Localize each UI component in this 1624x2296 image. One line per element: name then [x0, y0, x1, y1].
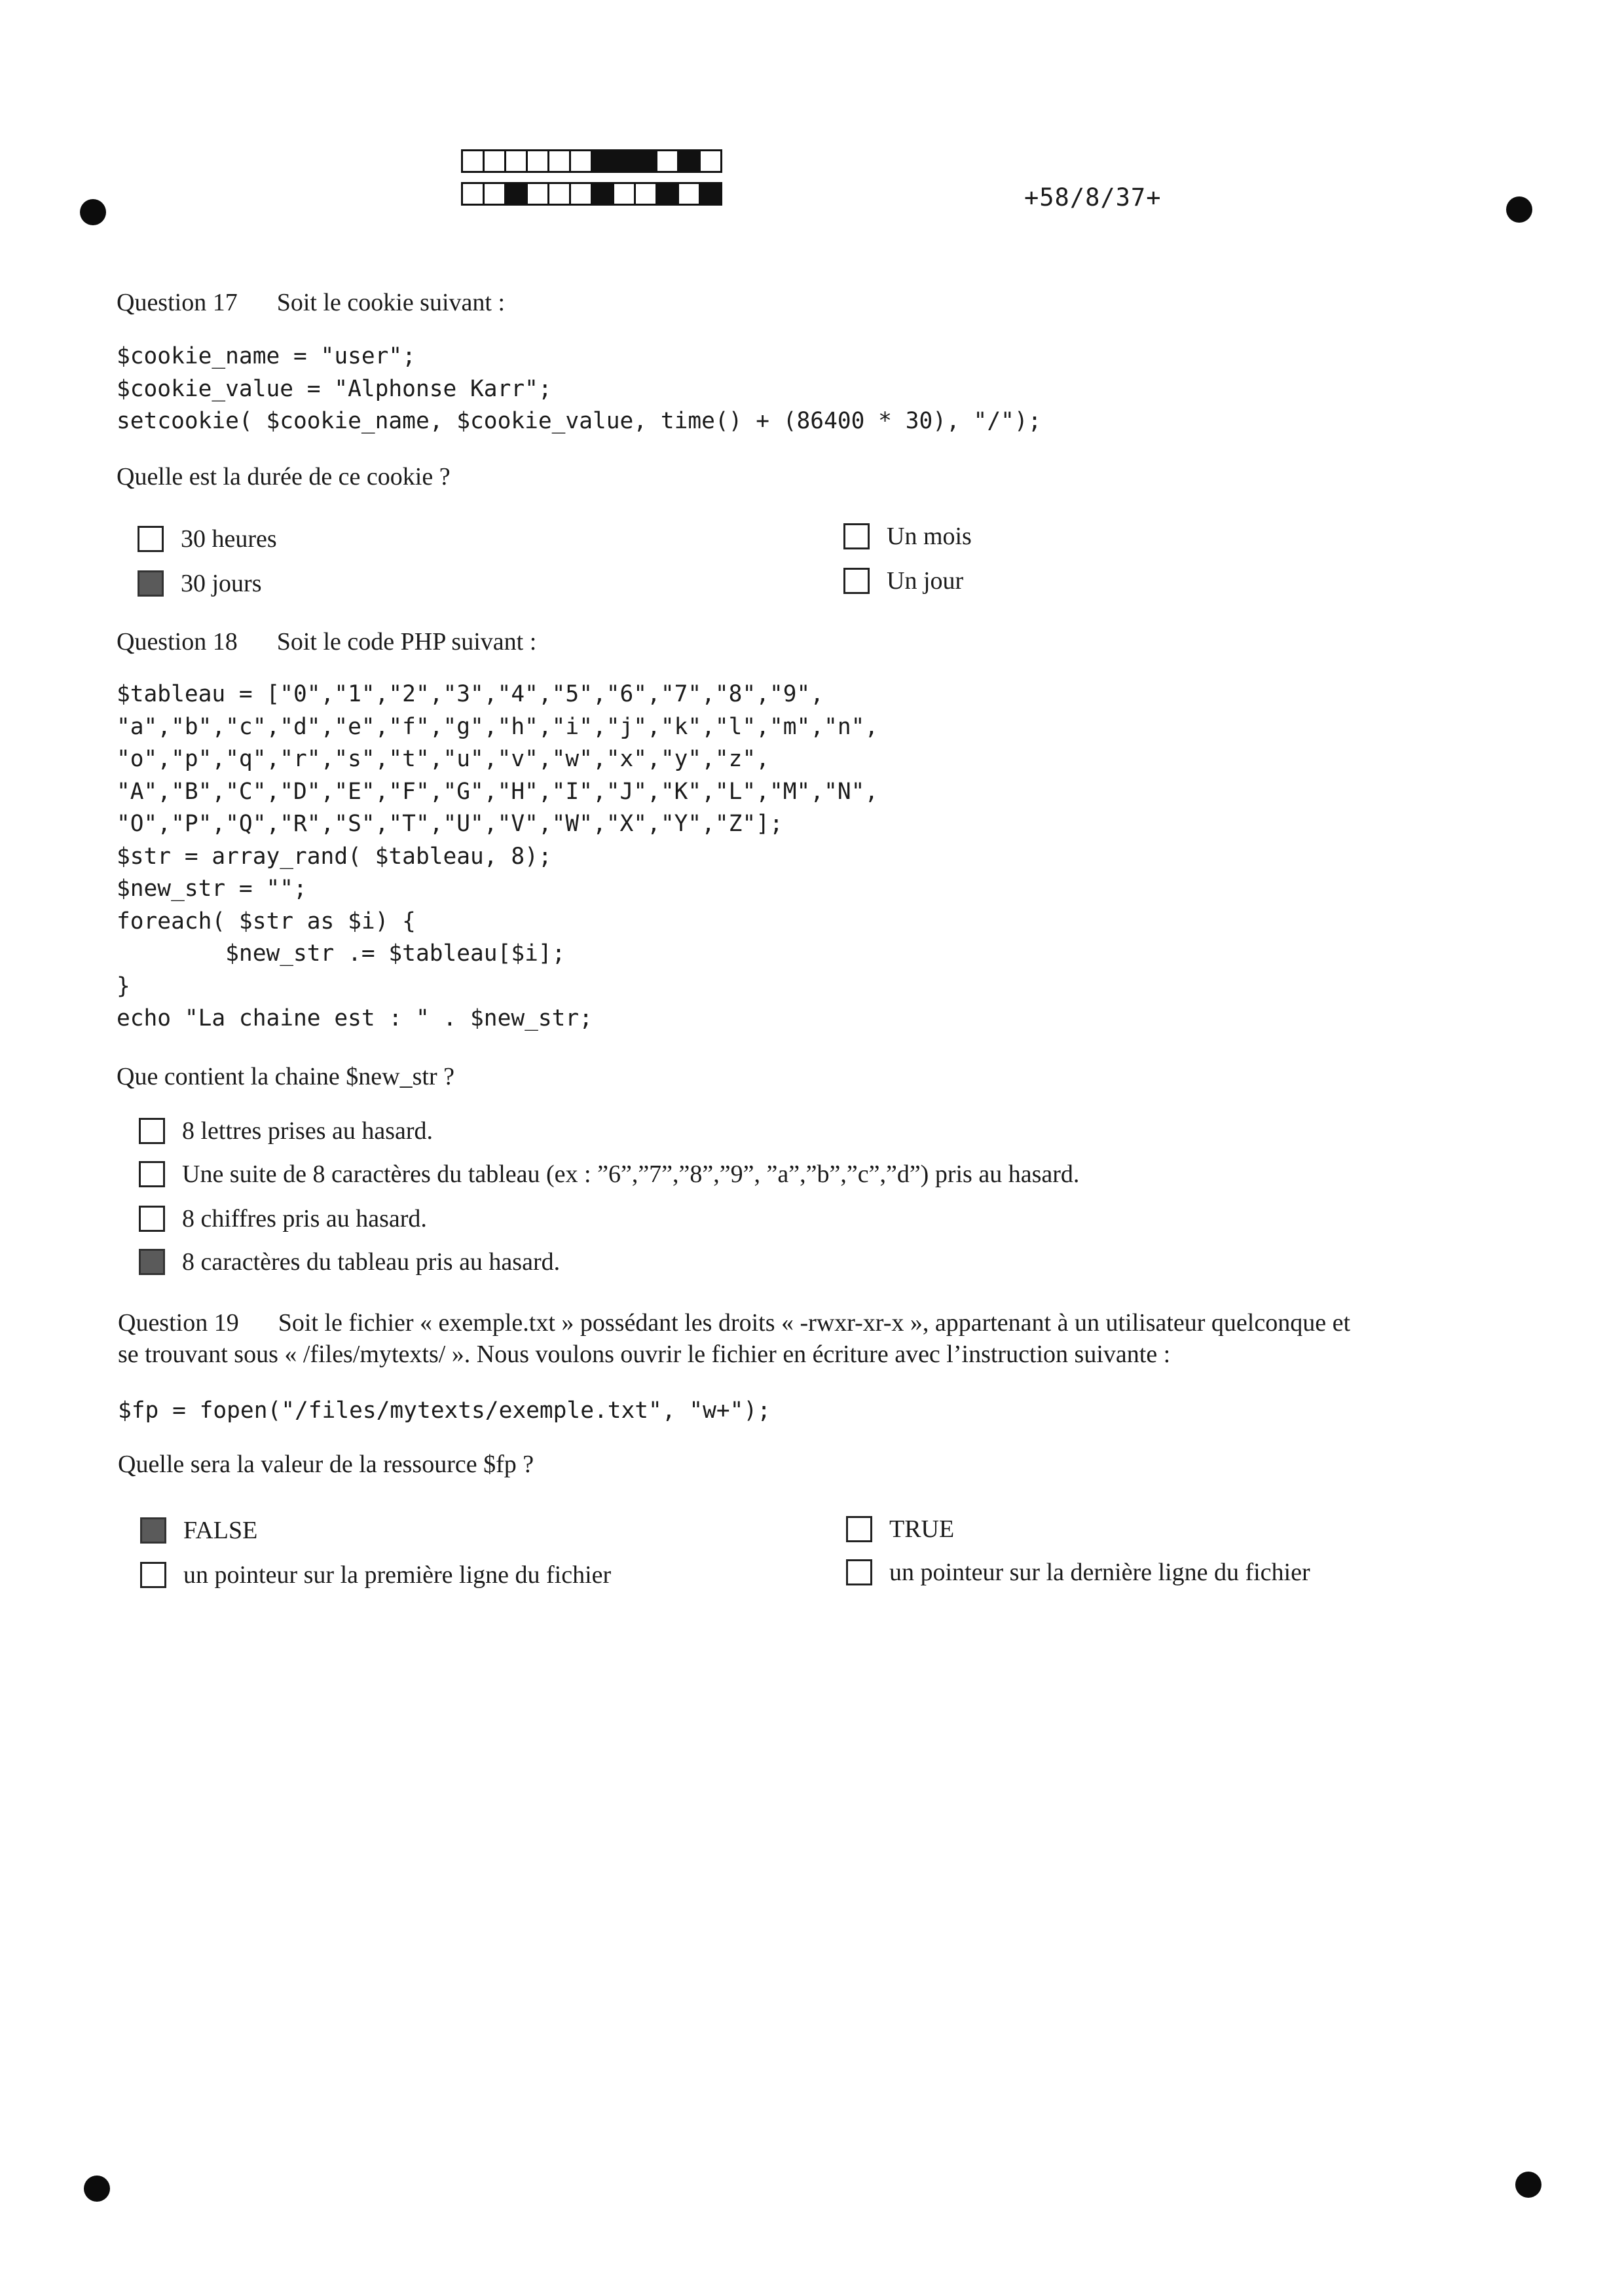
question-intro: Soit le cookie suivant :	[276, 289, 506, 316]
q19-option-3[interactable]	[846, 1513, 954, 1546]
option-label: 30 heures	[181, 525, 277, 553]
barcode-cell	[612, 149, 636, 173]
option-label: Un mois	[887, 523, 972, 550]
barcode-cell	[699, 149, 722, 173]
barcode-row-1	[461, 149, 720, 173]
q17-option-4[interactable]	[843, 565, 963, 597]
q19-option-2[interactable]	[140, 1559, 611, 1591]
question-17-heading	[117, 288, 505, 317]
question-19-intro-line-2: se trouvant sous « /files/mytexts/ ». Nous voulons ouvrir le fichier en écriture avec l’instruction suivante :	[118, 1341, 1171, 1368]
checkbox[interactable]	[846, 1516, 872, 1542]
registration-mark-bottom-left	[84, 2176, 110, 2202]
question-17-prompt: Quelle est la durée de ce cookie ?	[117, 463, 451, 491]
checkbox[interactable]	[843, 568, 870, 594]
question-label: Question 18	[117, 628, 238, 656]
question-17-code: $cookie_name = "user"; $cookie_value = "Alphonse Karr"; setcookie( $cookie_name, $cookie_value, time() + (86400 * 30), "/");	[117, 343, 1042, 434]
option-label: 30 jours	[181, 570, 262, 597]
checkbox[interactable]	[139, 1161, 165, 1187]
barcode-cell	[634, 182, 657, 206]
q17-option-3[interactable]	[843, 520, 972, 553]
question-18-heading	[117, 627, 536, 656]
barcode-cell	[612, 182, 636, 206]
q18-option-4[interactable]	[139, 1246, 560, 1278]
option-label: TRUE	[889, 1515, 955, 1543]
q18-option-3[interactable]	[139, 1202, 427, 1235]
barcode-cell	[655, 182, 679, 206]
q19-option-1[interactable]	[140, 1514, 257, 1547]
question-intro-line-1: Soit le fichier « exemple.txt » possédant les droits « -rwxr-xr-x », appartenant à un utilisateur quelconque et	[278, 1309, 1351, 1337]
barcode-cell	[547, 182, 571, 206]
barcode-cell	[483, 182, 506, 206]
barcode-cell	[461, 182, 485, 206]
checkbox[interactable]	[139, 1249, 165, 1275]
option-label: FALSE	[183, 1517, 258, 1544]
option-label: un pointeur sur la dernière ligne du fichier	[889, 1559, 1310, 1586]
option-label: un pointeur sur la première ligne du fichier	[183, 1561, 612, 1589]
checkbox[interactable]	[138, 526, 164, 552]
option-label: Une suite de 8 caractères du tableau (ex : ”6”,”7”,”8”,”9”, ”a”,”b”,”c”,”d”) pris au hasard.	[182, 1160, 1080, 1188]
q18-option-1[interactable]	[139, 1115, 433, 1147]
barcode-cell	[547, 149, 571, 173]
barcode-cell	[504, 149, 528, 173]
barcode-cell	[591, 149, 614, 173]
barcode-cell	[483, 149, 506, 173]
question-18-prompt: Que contient la chaine $new_str ?	[117, 1063, 454, 1090]
barcode-cell	[461, 149, 485, 173]
barcode-cell	[526, 182, 549, 206]
checkbox[interactable]	[139, 1118, 165, 1144]
question-19-prompt: Quelle sera la valeur de la ressource $fp ?	[118, 1451, 534, 1478]
question-label: Question 19	[118, 1309, 239, 1337]
question-intro: Soit le code PHP suivant :	[276, 628, 537, 656]
q17-option-1[interactable]	[138, 523, 277, 555]
checkbox[interactable]	[843, 523, 870, 549]
q19-option-4[interactable]	[846, 1556, 1310, 1589]
question-label: Question 17	[117, 289, 238, 316]
barcode-cell	[569, 182, 593, 206]
checkbox[interactable]	[139, 1206, 165, 1232]
registration-mark-top-left	[80, 199, 106, 225]
barcode-cell	[655, 149, 679, 173]
barcode-cell	[677, 182, 701, 206]
question-19-code: $fp = fopen("/files/mytexts/exemple.txt", "w+");	[118, 1398, 771, 1424]
option-label: 8 lettres prises au hasard.	[182, 1117, 434, 1145]
barcode-cell	[677, 149, 701, 173]
checkbox[interactable]	[140, 1562, 166, 1588]
barcode-cell	[526, 149, 549, 173]
option-label: Un jour	[887, 567, 964, 595]
checkbox[interactable]	[140, 1517, 166, 1544]
barcode-cell	[699, 182, 722, 206]
question-19-heading	[118, 1308, 1350, 1337]
question-18-code: $tableau = ["0","1","2","3","4","5","6","7","8","9", "a","b","c","d","e","f","g","h","i","j","k","l","m","n", "o","p","q","r","s","t","u","v","w","x","y","z", "A","B","C","D","E","F","G","H","I","J","K","L","M","N", "O","P","Q","R","S","T","U","V","W","X","Y","Z"]; $str = array_rand( $tableau, 8); $new_str = ""; foreach( $str as $i) { $new_str .= $tableau[$i]; } echo "La chaine est : " . $new_str;	[117, 681, 879, 1031]
barcode-cell	[634, 149, 657, 173]
q18-option-2[interactable]	[139, 1158, 1079, 1191]
barcode-cell	[591, 182, 614, 206]
registration-mark-top-right	[1506, 196, 1532, 223]
q17-option-2[interactable]	[138, 567, 262, 600]
checkbox[interactable]	[138, 570, 164, 597]
barcode-cell	[569, 149, 593, 173]
sheet-id-code: +58/8/37+	[1024, 183, 1162, 212]
barcode-cell	[504, 182, 528, 206]
option-label: 8 caractères du tableau pris au hasard.	[182, 1248, 561, 1276]
barcode-row-2	[461, 182, 720, 206]
option-label: 8 chiffres pris au hasard.	[182, 1205, 427, 1232]
registration-mark-bottom-right	[1515, 2172, 1541, 2198]
checkbox[interactable]	[846, 1559, 872, 1585]
